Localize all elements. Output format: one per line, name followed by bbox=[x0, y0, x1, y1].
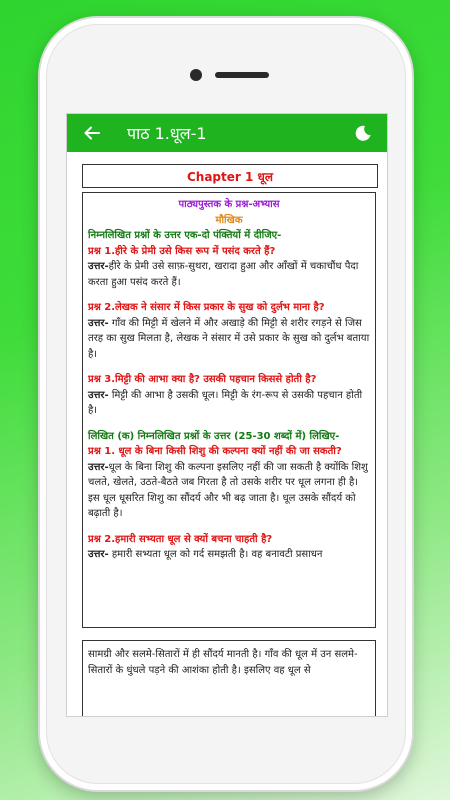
answer-1 bbox=[88, 259, 370, 290]
answer-written-2 bbox=[88, 547, 370, 563]
answer-2 bbox=[88, 316, 370, 363]
qa-card bbox=[82, 192, 376, 628]
question-3: प्रश्न 3.मिट्टी की आभा क्या है? उसकी पहचान किससे होती है? bbox=[88, 374, 317, 385]
answer-label: उत्तर- bbox=[88, 389, 109, 401]
question-written-1: प्रश्न 1. धूल के बिना किसी शिशु की कल्पना क्यों नहीं की जा सकती? bbox=[88, 446, 342, 457]
answer-label: उत्तर- bbox=[88, 261, 109, 272]
section-subtitle: मौखिक bbox=[215, 214, 243, 226]
answer-text: मिट्टी की आभा है उसकी धूल। मिट्टी के रंग-रूप से उसकी पहचान होती है। bbox=[88, 389, 363, 416]
question-1: प्रश्न 1.हीरे के प्रेमी उसे किस रूप में पसंद करते हैं? bbox=[88, 245, 276, 257]
answer-label: उत्तर- bbox=[88, 549, 109, 560]
question-written-2: प्रश्न 2.हमारी सभ्यता धूल से क्यों बचना चाहती है? bbox=[88, 533, 273, 545]
answer-text: हीरे के प्रेमी उसे साफ़-सुथरा, खरादा हुआ और आँखों में चकाचौंध पैदा करता हुआ पसंद करते हैं। bbox=[88, 261, 359, 288]
answer-label: उत्तर- bbox=[88, 461, 109, 473]
instruction-text: निम्नलिखित प्रश्नों के उत्तर एक-दो पंक्तियों में दीजिए- bbox=[88, 230, 282, 241]
app-bar bbox=[67, 114, 387, 152]
arrow-back-icon[interactable] bbox=[79, 126, 105, 140]
app-screen bbox=[66, 113, 388, 717]
section-title: पाठ्यपुस्तक के प्रश्न-अभ्यास bbox=[178, 199, 280, 210]
answer-text: धूल के बिना शिशु की कल्पना इसलिए नहीं की जा सकती है क्योंकि शिशु चलते, खेलते, उठते-बैठते जब गिरता है तो उसके शरीर पर धूल लगना ही है। इस धूल धूसरित शिशु का सौंदर्य और भी बढ़ जाता है। धूल उसके सौंदर्य को बढ़ाती है। bbox=[88, 461, 368, 519]
page-title: पाठ 1.धूल-1 bbox=[127, 124, 207, 143]
moon-icon[interactable] bbox=[351, 124, 375, 142]
instruction-text-written: लिखित (क) निम्नलिखित प्रश्नों के उत्तर (25-30 शब्दों में) लिखिए- bbox=[88, 430, 340, 442]
continuation-card bbox=[82, 640, 376, 717]
continuation-text: सामग्री और सलमे-सितारों में ही सौंदर्य मानती है। गाँव की धूल में उन सलमे-सितारों के धुंधले पड़ने की आशंका होती है। इसलिए वह धूल से bbox=[88, 649, 358, 676]
earpiece-speaker bbox=[215, 72, 269, 78]
answer-written-1 bbox=[88, 460, 370, 522]
answer-text: हमारी सभ्यता धूल को गर्द समझती है। वह बनावटी प्रसाधन bbox=[108, 549, 323, 560]
answer-label: उत्तर- bbox=[88, 317, 109, 329]
question-2: प्रश्न 2.लेखक ने संसार में किस प्रकार के सुख को दुर्लभ माना है? bbox=[88, 302, 325, 313]
answer-3 bbox=[88, 388, 370, 419]
chapter-heading: Chapter 1 धूल bbox=[82, 164, 378, 188]
answer-text: गाँव की मिट्टी में खेलने में और अखाड़े की मिट्टी से शरीर रगड़ने से जिस तरह का सुख मिलता है, लेखक ने संसार में उसे प्रकार के सुख को दुर्लभ बताया है। bbox=[88, 317, 370, 360]
content-area[interactable] bbox=[67, 152, 387, 716]
front-camera bbox=[190, 69, 202, 81]
